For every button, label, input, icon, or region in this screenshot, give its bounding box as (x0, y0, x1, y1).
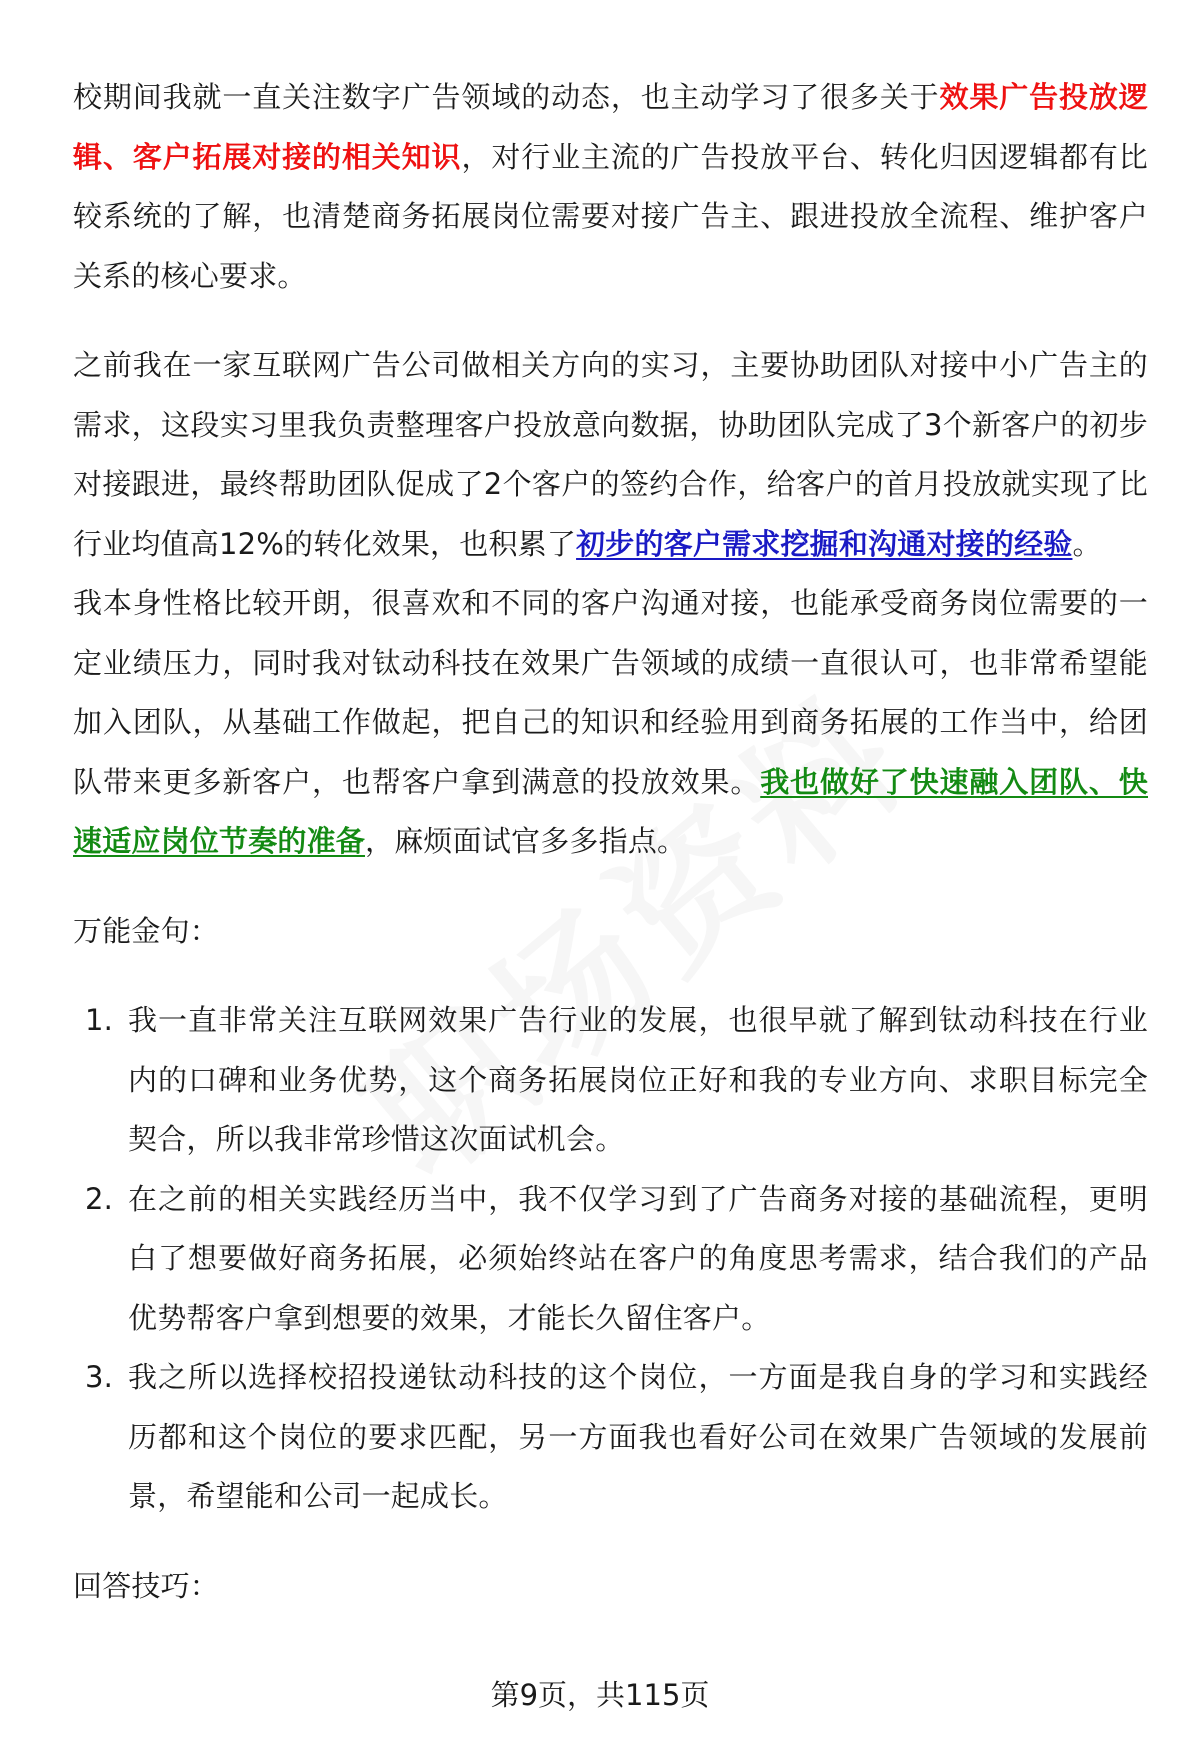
paragraph-internship-text-before: 之前我在一家互联网广告公司做相关方向的实习，主要协助团队对接中小广告主的需求，这段实习里我负责整理客户投放意向数据，协助团队完成了3个新客户的初步对接跟进，最终帮助团队促成了2个客户的签约合作，给客户的首月投放就实现了比行业均值高12%的转化效果，也积累了 (73, 348, 1148, 561)
paragraph-personality (73, 574, 1148, 872)
paragraph-study-text-before: 校期间我就一直关注数字广告领域的动态，也主动学习了很多关于 (73, 80, 940, 114)
highlight-blue: 初步的客户需求挖掘和沟通对接的经验 (576, 526, 1073, 561)
list-item-text: 在之前的相关实践经历当中，我不仅学习到了广告商务对接的基础流程，更明白了想要做好商务拓展，必须始终站在客户的角度思考需求，结合我们的产品优势帮客户拿到想要的效果，才能长久留住客户。 (128, 1181, 1148, 1335)
paragraph-internship (73, 336, 1148, 574)
paragraph-study (73, 68, 1148, 306)
list-item-number: 2. (85, 1181, 114, 1216)
paragraph-internship-text-after: 。 (1072, 526, 1102, 561)
highlight-green: 我也做好了快速融入团队、快速适应岗位节奏的准备 (73, 764, 1148, 858)
list-item (73, 1170, 1148, 1349)
golden-sentences-list (73, 991, 1148, 1527)
list-item-text: 我一直非常关注互联网效果广告行业的发展，也很早就了解到钛动科技在行业内的口碑和业务优势，这个商务拓展岗位正好和我的专业方向、求职目标完全契合，所以我非常珍惜这次面试机会。 (128, 1003, 1148, 1156)
list-item-number: 1. (85, 1003, 114, 1037)
golden-sentences-heading: 万能金句： (73, 913, 220, 948)
paragraph-personality-text-after: ，麻烦面试官多多指点。 (365, 824, 687, 858)
highlight-red: 效果广告投放逻辑、客户拓展对接的相关知识 (73, 80, 1148, 174)
paragraph-study-text-after: ，对行业主流的广告投放平台、转化归因逻辑都有比较系统的了解，也清楚商务拓展岗位需要对接广告主、跟进投放全流程、维护客户关系的核心要求。 (73, 139, 1148, 293)
paragraph-personality-text-before: 我本身性格比较开朗，很喜欢和不同的客户沟通对接，也能承受商务岗位需要的一定业绩压力，同时我对钛动科技在效果广告领域的成绩一直很认可，也非常希望能加入团队，从基础工作做起，把自己的知识和经验用到商务拓展的工作当中，给团队带来更多新客户，也帮客户拿到满意的投放效果。 (73, 586, 1148, 799)
list-item (73, 991, 1148, 1170)
document-body (73, 68, 1148, 1616)
tips-heading: 回答技巧： (73, 1568, 220, 1603)
list-item-number: 3. (85, 1360, 114, 1394)
list-item-text: 我之所以选择校招投递钛动科技的这个岗位，一方面是我自身的学习和实践经历都和这个岗位的要求匹配，另一方面我也看好公司在效果广告领域的发展前景，希望能和公司一起成长。 (128, 1360, 1148, 1513)
page-number-footer: 第9页，共115页 (490, 1678, 710, 1712)
list-item (73, 1348, 1148, 1527)
